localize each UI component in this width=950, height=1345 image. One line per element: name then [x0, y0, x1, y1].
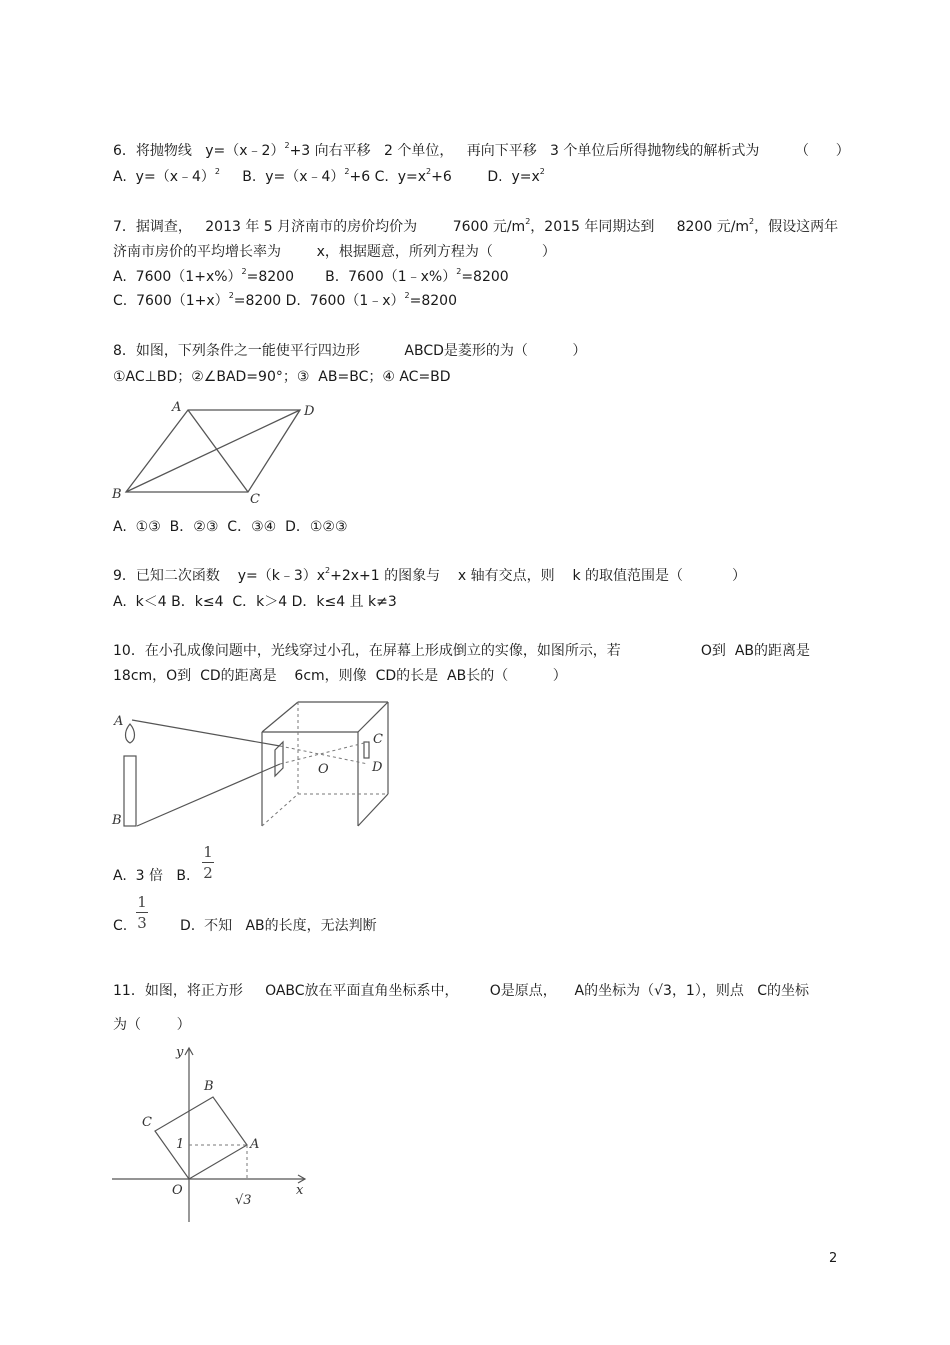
q9-text-1: 9．已知二次函数 y=（k﹣3）x [113, 568, 326, 584]
q11-stem-line1 [113, 982, 809, 1000]
q6-opt-c-sup: 2 [426, 167, 432, 176]
q10-fraction-third [136, 893, 148, 932]
q10-frac3-bar [136, 912, 148, 913]
q7-stem-line2: 济南市房价的平均增长率为 x，根据题意，所列方程为（ ） [113, 244, 556, 260]
q10-stem-line1: 10．在小孔成像问题中，光线穿过小孔，在屏幕上形成倒立的实像，如图所示，若 O到 AB的距离是 [113, 643, 811, 659]
q8-options: A. ①③ B．②③ C．③④ D．①②③ [113, 519, 348, 535]
q7-opt-d: =8200 D. 7600（1﹣x） [233, 293, 405, 309]
q7-options-ab [113, 268, 509, 286]
q6-opt-d: +6 D. y=x [431, 169, 540, 185]
q7-text-3: ，假设这两年 [754, 219, 839, 235]
q7-sup-1: 2 [525, 217, 531, 226]
q8-label-b: B [112, 487, 122, 502]
q10-pinhole-figure [110, 698, 395, 833]
q10-label-b: B [112, 813, 122, 828]
q10-option-c-label: C. [113, 918, 128, 934]
q7-options-cd [113, 292, 457, 310]
q11-label-o: O [172, 1183, 183, 1198]
q10-frac3-num: 1 [137, 893, 147, 911]
q7-opt-c: C. 7600（1+x） [113, 293, 229, 309]
q10-label-c: C [373, 732, 383, 747]
q11-sqrt: √3 [654, 983, 672, 999]
q10-frac3-den: 3 [137, 914, 147, 932]
q11-label-y: y [176, 1045, 184, 1060]
q11-label-1: 1 [176, 1137, 185, 1152]
q7-text-1: 7．据调查， 2013 年 5 月济南市的房价均价为 7600 元/m [113, 219, 526, 235]
q7-opt-b-sup: 2 [456, 267, 462, 276]
q10-label-o: O [318, 762, 329, 777]
q7-opt-b-end: =8200 [461, 269, 509, 285]
q6-opt-b: B. y=（x﹣4） [219, 169, 345, 185]
q7-opt-a-sup: 2 [241, 267, 247, 276]
q6-opt-b-sup: 2 [344, 167, 350, 176]
q8-stem: 8．如图，下列条件之一能使平行四边形 ABCD是菱形的为（ ） [113, 343, 587, 359]
q6-opt-a-sup: 2 [214, 167, 220, 176]
q11-text-1: 11．如图，将正方形 OABC放在平面直角坐标系中， O是原点， A的坐标为（ [113, 983, 655, 999]
q11-label-sqrt3: √3 [235, 1193, 252, 1208]
q10-stem-line2: 18cm，O到 CD的距离是 6cm，则像 CD的长是 AB长的（ ） [113, 668, 567, 684]
q11-label-b: B [204, 1079, 214, 1094]
q7-sup-2: 2 [749, 217, 755, 226]
q8-label-a: A [172, 400, 182, 415]
q6-stem [113, 142, 850, 160]
q6-stem-text: 6．将抛物线 y=（x﹣2） [113, 143, 285, 159]
q9-text-2: +2x+1 的图象与 x 轴有交点，则 k 的取值范围是（ ） [330, 568, 746, 584]
q7-opt-d-end: =8200 [409, 293, 457, 309]
q11-label-a: A [250, 1137, 260, 1152]
q10-label-d: D [372, 760, 383, 775]
q11-coordinate-figure [110, 1042, 315, 1227]
q8-label-c: C [250, 492, 260, 507]
q10-frac-num: 1 [203, 843, 213, 861]
q8-label-d: D [304, 404, 315, 419]
q7-stem-line1 [113, 218, 838, 236]
q7-opt-c-sup: 2 [228, 291, 234, 300]
q7-opt-a: A. 7600（1+x%） [113, 269, 242, 285]
q11-label-x: x [296, 1183, 304, 1198]
q10-frac-den: 2 [203, 864, 213, 882]
q6-stem-sup: 2 [284, 141, 290, 150]
q10-option-d: D. 不知 AB的长度，无法判断 [180, 918, 377, 934]
q6-opt-a: A. y=（x﹣4） [113, 169, 215, 185]
q11-label-c: C [142, 1115, 152, 1130]
q9-options: A. k＜4 B．k≤4 C．k＞4 D．k≤4 且 k≠3 [113, 594, 397, 610]
q10-fraction-half [202, 843, 214, 882]
q6-stem-text-2: +3 向右平移 2 个单位， 再向下平移 3 个单位后所得抛物线的解析式为 （ ） [289, 143, 850, 159]
q7-opt-d-sup: 2 [404, 291, 410, 300]
q7-opt-b: =8200 B. 7600（1﹣x%） [246, 269, 457, 285]
q11-text-2: ，1），则点 C的坐标 [671, 983, 809, 999]
page-number: 2 [829, 1251, 838, 1266]
q8-parallelogram-figure [110, 398, 325, 506]
q6-options [113, 168, 545, 186]
q8-conditions: ①AC⊥BD；②∠BAD=90°；③ AB=BC；④ AC=BD [113, 369, 451, 385]
q6-opt-d-sup: 2 [539, 167, 545, 176]
q9-stem [113, 567, 746, 585]
q10-option-ab: A. 3 倍 B. [113, 868, 191, 884]
q6-opt-c: +6 C. y=x [349, 169, 427, 185]
q10-frac-bar [202, 862, 214, 863]
q11-stem-line2: 为（ ） [113, 1017, 191, 1033]
q9-sup: 2 [325, 566, 331, 575]
q7-text-2: ，2015 年同期达到 8200 元/m [530, 219, 750, 235]
q10-label-a: A [114, 714, 124, 729]
